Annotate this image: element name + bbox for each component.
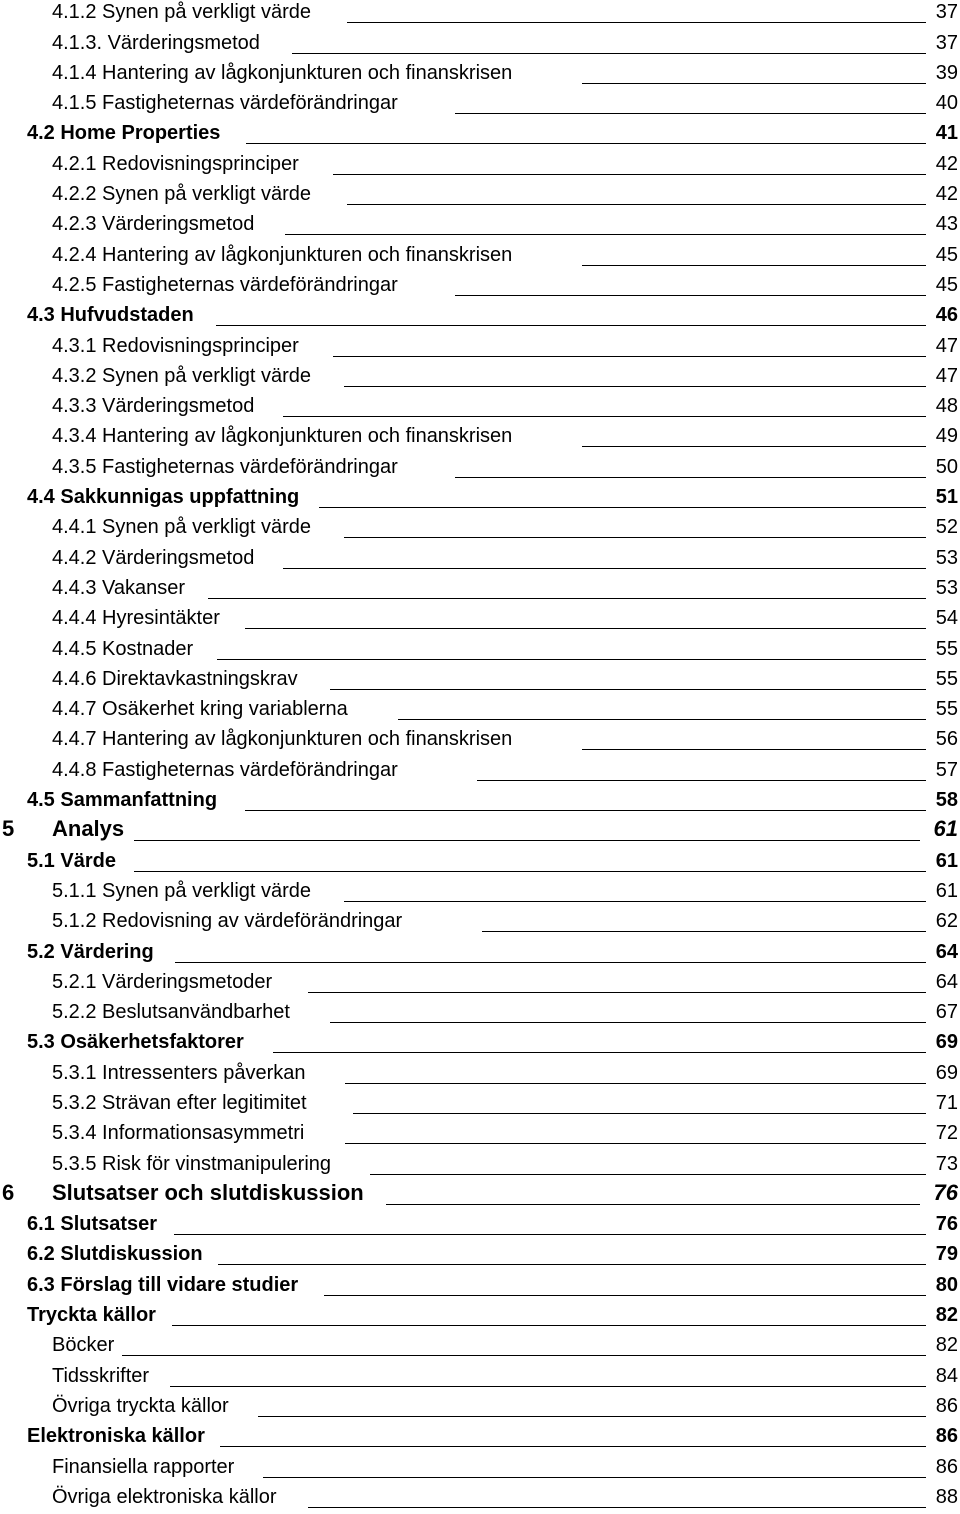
toc-page-number: 84: [935, 1364, 958, 1387]
toc-leader-line: [333, 174, 926, 175]
toc-leader-line: [370, 1174, 926, 1175]
toc-entry-title: 5.1.1 Synen på verkligt värde: [52, 879, 312, 902]
toc-entry[interactable]: [0, 450, 960, 480]
toc-leader-line: [344, 386, 926, 387]
toc-entry[interactable]: [0, 572, 960, 602]
toc-page-number: 82: [935, 1334, 958, 1357]
toc-leader-line: [582, 265, 926, 266]
toc-leader-line: [344, 901, 926, 902]
toc-entry[interactable]: [0, 87, 960, 117]
toc-entry-title: Slutsatser och slutdiskussion: [52, 1179, 364, 1205]
toc-entry[interactable]: [0, 299, 960, 329]
toc-entry[interactable]: [0, 0, 960, 26]
toc-entry[interactable]: [0, 1450, 960, 1480]
toc-entry[interactable]: [0, 1268, 960, 1298]
toc-leader-line: [273, 1052, 926, 1053]
toc-entry[interactable]: [0, 1359, 960, 1389]
toc-entry-title: 5.3 Osäkerhetsfaktorer: [27, 1031, 244, 1054]
toc-page-number: 69: [935, 1031, 958, 1054]
toc-leader-line: [216, 325, 926, 326]
toc-entry[interactable]: [0, 178, 960, 208]
toc-leader-line: [324, 1295, 926, 1296]
toc-entry-title: 5.1 Värde: [27, 849, 116, 872]
toc-entry[interactable]: [0, 269, 960, 299]
toc-entry[interactable]: [0, 147, 960, 177]
toc-leader-line: [172, 1325, 926, 1326]
toc-page-number: 42: [935, 152, 958, 175]
toc-entry-title: 4.5 Sammanfattning: [27, 789, 218, 812]
toc-entry-title: 4.2 Home Properties: [27, 122, 221, 145]
toc-entry[interactable]: [0, 905, 960, 935]
toc-leader-line: [477, 780, 926, 781]
toc-leader-line: [582, 749, 926, 750]
toc-entry-title: 4.4.1 Synen på verkligt värde: [52, 516, 312, 539]
toc-page-number: 71: [935, 1091, 958, 1114]
toc-page-number: 55: [935, 667, 958, 690]
toc-entry[interactable]: [0, 360, 960, 390]
toc-chapter-number: 6: [2, 1179, 15, 1205]
toc-leader-line: [455, 295, 926, 296]
toc-entry-title: 5.3.5 Risk för vinstmanipulering: [52, 1152, 332, 1175]
toc-page-number: 76: [935, 1213, 958, 1236]
toc-entry-title: 5.3.4 Informationsasymmetri: [52, 1122, 305, 1145]
toc-leader-line: [482, 931, 926, 932]
toc-leader-line: [134, 840, 920, 841]
toc-entry[interactable]: [0, 1238, 960, 1268]
toc-page-number: 73: [935, 1152, 958, 1175]
toc-leader-line: [333, 356, 926, 357]
toc-entry-title: 4.1.2 Synen på verkligt värde: [52, 1, 312, 24]
toc-leader-line: [386, 1204, 920, 1205]
toc-page-number: 45: [935, 273, 958, 296]
toc-page-number: 62: [935, 910, 958, 933]
toc-leader-line: [263, 1477, 926, 1478]
toc-page-number: 43: [935, 213, 958, 236]
toc-page-number: 37: [935, 1, 958, 24]
toc-entry-title: Böcker: [52, 1334, 115, 1357]
toc-entry[interactable]: [0, 1420, 960, 1450]
toc-page-number: 56: [935, 728, 958, 751]
toc-entry[interactable]: [0, 875, 960, 905]
toc-leader-line: [208, 598, 926, 599]
toc-entry-title: 4.2.3 Värderingsmetod: [52, 213, 255, 236]
toc-page-number: 48: [935, 395, 958, 418]
toc-page-number: 86: [935, 1455, 958, 1478]
toc-page-number: 46: [935, 304, 958, 327]
toc-entry[interactable]: [0, 541, 960, 571]
toc-entry-title: 5.3.2 Strävan efter legitimitet: [52, 1091, 307, 1114]
toc-leader-line: [344, 537, 926, 538]
toc-leader-line: [283, 568, 926, 569]
toc-page-number: 47: [935, 334, 958, 357]
toc-page-number: 53: [935, 546, 958, 569]
toc-entry[interactable]: [0, 390, 960, 420]
toc-leader-line: [174, 1234, 926, 1235]
toc-entry-title: 6.3 Förslag till vidare studier: [27, 1273, 299, 1296]
toc-entry[interactable]: [0, 966, 960, 996]
toc-leader-line: [292, 53, 926, 54]
toc-leader-line: [319, 507, 926, 508]
toc-entry[interactable]: [0, 208, 960, 238]
toc-entry-title: 5.3.1 Intressenters påverkan: [52, 1061, 306, 1084]
toc-entry[interactable]: [0, 1056, 960, 1086]
toc-page-number: 52: [935, 516, 958, 539]
toc-entry[interactable]: [0, 663, 960, 693]
toc-entry[interactable]: [0, 26, 960, 56]
toc-entry-title: 4.1.4 Hantering av lågkonjunkturen och finanskrisen: [52, 61, 513, 84]
toc-page-number: 61: [935, 879, 958, 902]
toc-entry-title: 5.2.1 Värderingsmetoder: [52, 970, 273, 993]
toc-entry[interactable]: [0, 238, 960, 268]
toc-page-number: 76: [933, 1179, 958, 1205]
toc-leader-line: [122, 1355, 926, 1356]
toc-entry[interactable]: [0, 1147, 960, 1177]
toc-page-number: 57: [935, 758, 958, 781]
toc-page-number: 54: [935, 607, 958, 630]
toc-entry-title: Analys: [52, 816, 125, 842]
toc-entry-title: 5.2 Värdering: [27, 940, 154, 963]
toc-page-number: 45: [935, 243, 958, 266]
toc-entry[interactable]: [0, 1178, 960, 1208]
toc-entry-title: Tidsskrifter: [52, 1364, 150, 1387]
toc-entry-title: 4.4.5 Kostnader: [52, 637, 194, 660]
toc-entry[interactable]: [0, 632, 960, 662]
toc-page-number: 39: [935, 61, 958, 84]
toc-entry-title: Tryckta källor: [27, 1304, 156, 1327]
toc-entry[interactable]: [0, 1481, 960, 1511]
toc-page-number: 41: [935, 122, 958, 145]
toc-page-number: 64: [935, 940, 958, 963]
toc-page-number: 40: [935, 92, 958, 115]
toc-entry[interactable]: [0, 1208, 960, 1238]
toc-entry-title: 4.4.2 Värderingsmetod: [52, 546, 255, 569]
toc-page-number: 51: [935, 486, 958, 509]
toc-entry-title: 4.2.1 Redovisningsprinciper: [52, 152, 299, 175]
toc-leader-line: [345, 1083, 926, 1084]
toc-entry-title: Elektroniska källor: [27, 1425, 205, 1448]
toc-entry[interactable]: [0, 602, 960, 632]
toc-leader-line: [582, 446, 926, 447]
toc-page-number: 79: [935, 1243, 958, 1266]
toc-leader-line: [353, 1113, 926, 1114]
toc-entry-title: 4.2.4 Hantering av lågkonjunkturen och finanskrisen: [52, 243, 513, 266]
toc-page-number: 58: [935, 789, 958, 812]
toc-page-number: 69: [935, 1061, 958, 1084]
toc-entry[interactable]: [0, 57, 960, 87]
toc-entry[interactable]: [0, 935, 960, 965]
toc-entry[interactable]: [0, 481, 960, 511]
toc-page-number: 47: [935, 364, 958, 387]
toc-entry[interactable]: [0, 511, 960, 541]
toc-page-number: 55: [935, 698, 958, 721]
toc-leader-line: [455, 477, 926, 478]
toc-entry-title: 6.1 Slutsatser: [27, 1213, 158, 1236]
toc-entry[interactable]: [0, 117, 960, 147]
toc-entry-title: 4.3.4 Hantering av lågkonjunkturen och finanskrisen: [52, 425, 513, 448]
toc-entry-title: 6.2 Slutdiskussion: [27, 1243, 203, 1266]
toc-page-number: 61: [933, 816, 958, 842]
toc-page-number: 55: [935, 637, 958, 660]
toc-entry[interactable]: [0, 1390, 960, 1420]
toc-entry-title: Finansiella rapporter: [52, 1455, 235, 1478]
toc-chapter-number: 5: [2, 816, 15, 842]
toc-leader-line: [345, 1143, 926, 1144]
toc-entry-title: 5.1.2 Redovisning av värdeförändringar: [52, 910, 403, 933]
toc-entry-title: 4.3.2 Synen på verkligt värde: [52, 364, 312, 387]
toc-leader-line: [245, 810, 926, 811]
toc-entry-title: Övriga tryckta källor: [52, 1394, 229, 1417]
toc-leader-line: [582, 83, 926, 84]
toc-entry-title: Övriga elektroniska källor: [52, 1485, 277, 1508]
toc-entry[interactable]: [0, 814, 960, 844]
toc-leader-line: [175, 962, 926, 963]
toc-entry-title: 4.4.8 Fastigheternas värdeförändringar: [52, 758, 398, 781]
toc-page-number: 49: [935, 425, 958, 448]
toc-page-number: 86: [935, 1394, 958, 1417]
toc-page-number: 53: [935, 576, 958, 599]
toc-leader-line: [218, 1264, 926, 1265]
toc-page-number: 42: [935, 183, 958, 206]
toc-leader-line: [330, 689, 926, 690]
toc-entry[interactable]: [0, 1299, 960, 1329]
toc-leader-line: [246, 143, 926, 144]
toc-entry-title: 4.3 Hufvudstaden: [27, 304, 194, 327]
toc-entry-title: 4.4.7 Hantering av lågkonjunkturen och finanskrisen: [52, 728, 513, 751]
toc-leader-line: [220, 1446, 926, 1447]
toc-page-number: 86: [935, 1425, 958, 1448]
toc-page-number: 82: [935, 1304, 958, 1327]
toc-page-number: 50: [935, 455, 958, 478]
toc-entry-title: 4.3.3 Värderingsmetod: [52, 395, 255, 418]
toc-entry-title: 4.3.5 Fastigheternas värdeförändringar: [52, 455, 398, 478]
toc-entry[interactable]: [0, 420, 960, 450]
toc-leader-line: [330, 1022, 926, 1023]
toc-leader-line: [308, 1507, 926, 1508]
toc-entry-title: 4.4 Sakkunnigas uppfattning: [27, 486, 300, 509]
toc-entry-title: 4.4.7 Osäkerhet kring variablerna: [52, 698, 348, 721]
toc-entry[interactable]: [0, 1117, 960, 1147]
toc-entry[interactable]: [0, 1087, 960, 1117]
toc-leader-line: [308, 992, 926, 993]
toc-entry-title: 4.4.3 Vakanser: [52, 576, 186, 599]
toc-entry[interactable]: [0, 329, 960, 359]
toc-entry[interactable]: [0, 1329, 960, 1359]
toc-entry[interactable]: [0, 844, 960, 874]
toc-leader-line: [134, 871, 926, 872]
toc-leader-line: [283, 416, 926, 417]
toc-entry[interactable]: [0, 753, 960, 783]
toc-entry[interactable]: [0, 784, 960, 814]
toc-entry-title: 4.4.4 Hyresintäkter: [52, 607, 220, 630]
toc-leader-line: [285, 234, 926, 235]
toc-page-number: 61: [935, 849, 958, 872]
toc-leader-line: [347, 22, 926, 23]
toc-entry[interactable]: [0, 996, 960, 1026]
toc-leader-line: [347, 204, 926, 205]
toc-entry-title: 5.2.2 Beslutsanvändbarhet: [52, 1001, 290, 1024]
toc-leader-line: [455, 113, 926, 114]
toc-page-number: 80: [935, 1273, 958, 1296]
toc-entry-title: 4.2.2 Synen på verkligt värde: [52, 183, 312, 206]
toc-page-number: 88: [935, 1485, 958, 1508]
toc-leader-line: [245, 628, 926, 629]
toc-entry[interactable]: [0, 723, 960, 753]
toc-entry-title: 4.4.6 Direktavkastningskrav: [52, 667, 298, 690]
toc-page-number: 37: [935, 31, 958, 54]
toc-page-number: 67: [935, 1001, 958, 1024]
toc-entry-title: 4.2.5 Fastigheternas värdeförändringar: [52, 273, 398, 296]
toc-entry-title: 4.1.3. Värderingsmetod: [52, 31, 260, 54]
toc-page-number: 72: [935, 1122, 958, 1145]
toc-entry[interactable]: [0, 693, 960, 723]
toc-entry-title: 4.1.5 Fastigheternas värdeförändringar: [52, 92, 398, 115]
toc-leader-line: [170, 1386, 926, 1387]
toc-leader-line: [258, 1416, 926, 1417]
toc-leader-line: [217, 659, 926, 660]
toc-leader-line: [398, 719, 926, 720]
toc-entry[interactable]: [0, 1026, 960, 1056]
toc-page-number: 64: [935, 970, 958, 993]
toc-entry-title: 4.3.1 Redovisningsprinciper: [52, 334, 299, 357]
